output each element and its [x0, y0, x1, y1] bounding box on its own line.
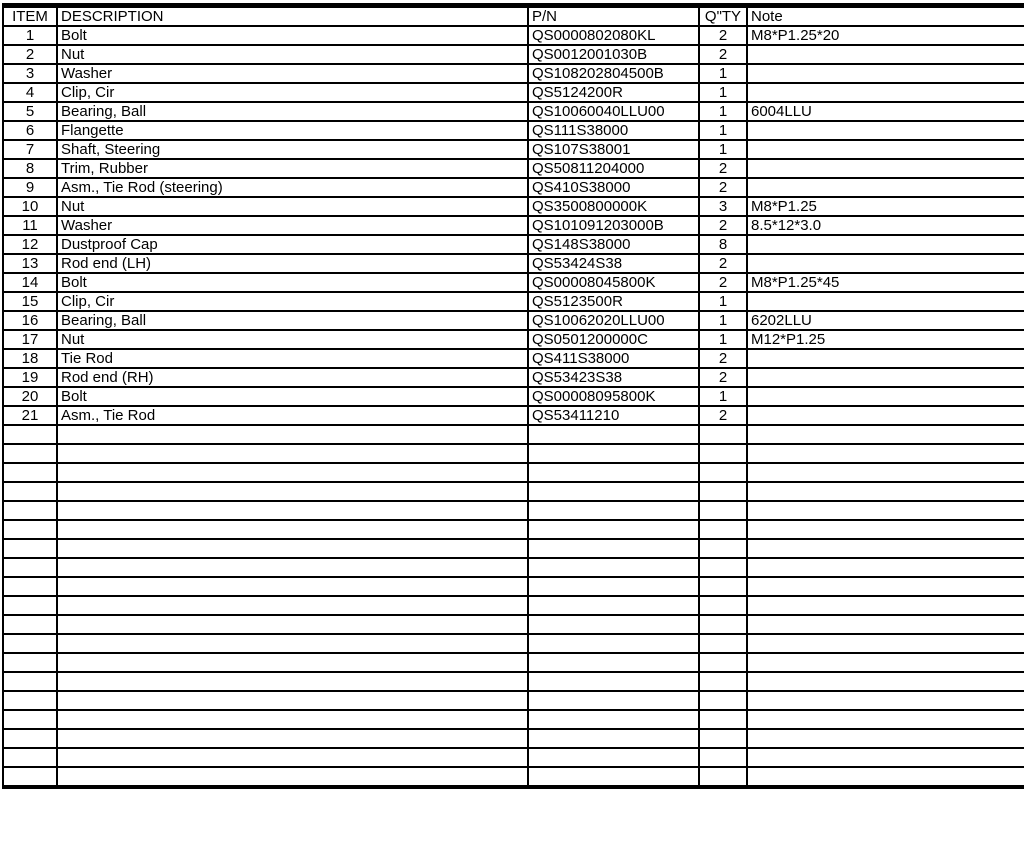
empty-cell-qty: [699, 691, 747, 710]
cell-desc: Nut: [57, 330, 528, 349]
empty-cell-item: [3, 767, 57, 787]
empty-table-row: [3, 691, 1024, 710]
cell-note: M8*P1.25*45: [747, 273, 1024, 292]
table-row: [3, 83, 1024, 102]
empty-cell-pn: [528, 501, 699, 520]
empty-cell-pn: [528, 710, 699, 729]
cell-qty: 3: [699, 197, 747, 216]
table-row: [3, 121, 1024, 140]
empty-cell-desc: [57, 653, 528, 672]
table-row: [3, 178, 1024, 197]
table-row: [3, 102, 1024, 121]
cell-item: 3: [3, 64, 57, 83]
empty-table-row: [3, 672, 1024, 691]
empty-cell-qty: [699, 482, 747, 501]
parts-table: [2, 3, 1024, 789]
table-row: [3, 26, 1024, 45]
empty-cell-pn: [528, 748, 699, 767]
cell-desc: Asm., Tie Rod (steering): [57, 178, 528, 197]
empty-cell-qty: [699, 444, 747, 463]
cell-note: [747, 64, 1024, 83]
table-row: [3, 216, 1024, 235]
column-header-qty: Q"TY: [699, 6, 747, 27]
cell-qty: 1: [699, 330, 747, 349]
empty-cell-item: [3, 653, 57, 672]
cell-item: 9: [3, 178, 57, 197]
empty-cell-desc: [57, 634, 528, 653]
cell-qty: 1: [699, 83, 747, 102]
empty-table-row: [3, 729, 1024, 748]
cell-note: M8*P1.25*20: [747, 26, 1024, 45]
table-row: [3, 45, 1024, 64]
empty-cell-desc: [57, 767, 528, 787]
empty-cell-note: [747, 482, 1024, 501]
empty-table-row: [3, 615, 1024, 634]
empty-cell-desc: [57, 558, 528, 577]
empty-cell-desc: [57, 539, 528, 558]
cell-desc: Trim, Rubber: [57, 159, 528, 178]
empty-table-row: [3, 710, 1024, 729]
empty-cell-desc: [57, 520, 528, 539]
empty-cell-note: [747, 577, 1024, 596]
empty-cell-item: [3, 558, 57, 577]
empty-table-row: [3, 577, 1024, 596]
cell-pn: QS5124200R: [528, 83, 699, 102]
table-row: [3, 235, 1024, 254]
cell-pn: QS148S38000: [528, 235, 699, 254]
cell-item: 4: [3, 83, 57, 102]
cell-item: 16: [3, 311, 57, 330]
empty-cell-item: [3, 425, 57, 444]
empty-cell-note: [747, 729, 1024, 748]
cell-note: M12*P1.25: [747, 330, 1024, 349]
cell-note: [747, 368, 1024, 387]
empty-table-row: [3, 425, 1024, 444]
cell-note: M8*P1.25: [747, 197, 1024, 216]
cell-note: [747, 406, 1024, 425]
table-row: [3, 254, 1024, 273]
empty-cell-pn: [528, 653, 699, 672]
cell-item: 8: [3, 159, 57, 178]
cell-note: [747, 178, 1024, 197]
empty-table-row: [3, 482, 1024, 501]
empty-cell-item: [3, 672, 57, 691]
column-header-note: Note: [747, 6, 1024, 27]
cell-pn: QS101091203000B: [528, 216, 699, 235]
cell-pn: QS53411210: [528, 406, 699, 425]
table-row: [3, 292, 1024, 311]
empty-cell-item: [3, 596, 57, 615]
cell-pn: QS50811204000: [528, 159, 699, 178]
empty-cell-pn: [528, 444, 699, 463]
cell-qty: 1: [699, 64, 747, 83]
cell-qty: 2: [699, 254, 747, 273]
empty-cell-desc: [57, 748, 528, 767]
cell-desc: Tie Rod: [57, 349, 528, 368]
cell-qty: 1: [699, 387, 747, 406]
table-row: [3, 197, 1024, 216]
cell-item: 2: [3, 45, 57, 64]
empty-cell-item: [3, 710, 57, 729]
cell-desc: Washer: [57, 216, 528, 235]
cell-qty: 2: [699, 349, 747, 368]
cell-desc: Rod end (LH): [57, 254, 528, 273]
empty-cell-note: [747, 615, 1024, 634]
cell-qty: 2: [699, 273, 747, 292]
empty-cell-qty: [699, 425, 747, 444]
empty-table-row: [3, 539, 1024, 558]
empty-cell-pn: [528, 615, 699, 634]
empty-cell-qty: [699, 748, 747, 767]
cell-item: 12: [3, 235, 57, 254]
empty-cell-note: [747, 748, 1024, 767]
table-row: [3, 159, 1024, 178]
cell-qty: 1: [699, 102, 747, 121]
cell-item: 10: [3, 197, 57, 216]
empty-cell-desc: [57, 577, 528, 596]
empty-cell-item: [3, 748, 57, 767]
cell-pn: QS10062020LLU00: [528, 311, 699, 330]
table-header-row: [3, 6, 1024, 27]
empty-cell-qty: [699, 501, 747, 520]
cell-note: [747, 387, 1024, 406]
cell-desc: Bearing, Ball: [57, 102, 528, 121]
cell-desc: Bolt: [57, 387, 528, 406]
cell-note: [747, 292, 1024, 311]
column-header-pn: P/N: [528, 6, 699, 27]
empty-cell-note: [747, 596, 1024, 615]
empty-cell-note: [747, 710, 1024, 729]
empty-cell-pn: [528, 482, 699, 501]
empty-table-row: [3, 767, 1024, 787]
cell-desc: Bearing, Ball: [57, 311, 528, 330]
cell-qty: 2: [699, 178, 747, 197]
cell-qty: 2: [699, 26, 747, 45]
empty-cell-note: [747, 634, 1024, 653]
cell-pn: QS53424S38: [528, 254, 699, 273]
cell-desc: Asm., Tie Rod: [57, 406, 528, 425]
empty-cell-desc: [57, 615, 528, 634]
empty-cell-qty: [699, 653, 747, 672]
cell-desc: Nut: [57, 197, 528, 216]
empty-cell-qty: [699, 767, 747, 787]
cell-qty: 8: [699, 235, 747, 254]
empty-cell-desc: [57, 425, 528, 444]
empty-cell-note: [747, 444, 1024, 463]
cell-item: 6: [3, 121, 57, 140]
empty-table-row: [3, 634, 1024, 653]
cell-desc: Clip, Cir: [57, 83, 528, 102]
cell-qty: 1: [699, 121, 747, 140]
empty-cell-desc: [57, 710, 528, 729]
empty-cell-pn: [528, 577, 699, 596]
table-row: [3, 140, 1024, 159]
cell-desc: Washer: [57, 64, 528, 83]
cell-note: [747, 45, 1024, 64]
empty-cell-pn: [528, 425, 699, 444]
cell-item: 7: [3, 140, 57, 159]
empty-table-row: [3, 520, 1024, 539]
empty-cell-note: [747, 425, 1024, 444]
empty-table-row: [3, 653, 1024, 672]
cell-item: 20: [3, 387, 57, 406]
cell-note: [747, 349, 1024, 368]
empty-cell-item: [3, 501, 57, 520]
empty-cell-pn: [528, 520, 699, 539]
cell-qty: 2: [699, 368, 747, 387]
empty-cell-qty: [699, 539, 747, 558]
cell-note: [747, 140, 1024, 159]
empty-cell-qty: [699, 672, 747, 691]
empty-table-row: [3, 748, 1024, 767]
cell-qty: 1: [699, 311, 747, 330]
cell-item: 5: [3, 102, 57, 121]
cell-item: 1: [3, 26, 57, 45]
column-header-desc: DESCRIPTION: [57, 6, 528, 27]
empty-cell-item: [3, 729, 57, 748]
empty-cell-pn: [528, 539, 699, 558]
cell-qty: 2: [699, 159, 747, 178]
cell-pn: QS111S38000: [528, 121, 699, 140]
cell-qty: 1: [699, 292, 747, 311]
empty-cell-desc: [57, 672, 528, 691]
cell-desc: Nut: [57, 45, 528, 64]
cell-item: 21: [3, 406, 57, 425]
cell-item: 11: [3, 216, 57, 235]
cell-item: 19: [3, 368, 57, 387]
column-header-item: ITEM: [3, 6, 57, 27]
cell-pn: QS410S38000: [528, 178, 699, 197]
empty-cell-pn: [528, 634, 699, 653]
empty-cell-note: [747, 672, 1024, 691]
cell-item: 18: [3, 349, 57, 368]
cell-item: 13: [3, 254, 57, 273]
cell-pn: QS107S38001: [528, 140, 699, 159]
cell-item: 14: [3, 273, 57, 292]
empty-cell-pn: [528, 767, 699, 787]
empty-cell-note: [747, 520, 1024, 539]
empty-cell-qty: [699, 615, 747, 634]
cell-qty: 1: [699, 140, 747, 159]
cell-note: [747, 121, 1024, 140]
empty-cell-qty: [699, 710, 747, 729]
empty-cell-item: [3, 634, 57, 653]
empty-cell-qty: [699, 634, 747, 653]
empty-cell-item: [3, 577, 57, 596]
cell-desc: Dustproof Cap: [57, 235, 528, 254]
cell-pn: QS53423S38: [528, 368, 699, 387]
table-row: [3, 349, 1024, 368]
empty-cell-note: [747, 463, 1024, 482]
cell-note: 6004LLU: [747, 102, 1024, 121]
cell-pn: QS00008095800K: [528, 387, 699, 406]
cell-note: 6202LLU: [747, 311, 1024, 330]
empty-cell-item: [3, 615, 57, 634]
empty-cell-pn: [528, 672, 699, 691]
empty-cell-pn: [528, 558, 699, 577]
empty-cell-desc: [57, 463, 528, 482]
empty-cell-note: [747, 653, 1024, 672]
cell-pn: QS3500800000K: [528, 197, 699, 216]
empty-cell-desc: [57, 501, 528, 520]
empty-cell-desc: [57, 444, 528, 463]
empty-cell-note: [747, 558, 1024, 577]
empty-cell-note: [747, 539, 1024, 558]
empty-cell-item: [3, 444, 57, 463]
empty-cell-item: [3, 691, 57, 710]
empty-table-row: [3, 596, 1024, 615]
empty-table-row: [3, 463, 1024, 482]
empty-cell-desc: [57, 596, 528, 615]
table-row: [3, 311, 1024, 330]
empty-cell-pn: [528, 596, 699, 615]
empty-cell-item: [3, 539, 57, 558]
empty-cell-note: [747, 691, 1024, 710]
table-row: [3, 273, 1024, 292]
cell-note: [747, 83, 1024, 102]
cell-pn: QS5123500R: [528, 292, 699, 311]
empty-cell-qty: [699, 558, 747, 577]
cell-pn: QS108202804500B: [528, 64, 699, 83]
empty-table-row: [3, 444, 1024, 463]
empty-cell-desc: [57, 482, 528, 501]
empty-cell-pn: [528, 691, 699, 710]
table-row: [3, 406, 1024, 425]
table-row: [3, 387, 1024, 406]
cell-pn: QS10060040LLU00: [528, 102, 699, 121]
table-row: [3, 330, 1024, 349]
cell-desc: Bolt: [57, 26, 528, 45]
empty-cell-qty: [699, 577, 747, 596]
cell-qty: 2: [699, 45, 747, 64]
empty-cell-qty: [699, 596, 747, 615]
empty-cell-desc: [57, 729, 528, 748]
cell-pn: QS411S38000: [528, 349, 699, 368]
cell-note: [747, 159, 1024, 178]
empty-cell-qty: [699, 520, 747, 539]
cell-pn: QS00008045800K: [528, 273, 699, 292]
table-row: [3, 368, 1024, 387]
empty-cell-pn: [528, 729, 699, 748]
empty-cell-item: [3, 520, 57, 539]
cell-desc: Shaft, Steering: [57, 140, 528, 159]
empty-table-row: [3, 501, 1024, 520]
cell-item: 15: [3, 292, 57, 311]
cell-qty: 2: [699, 406, 747, 425]
cell-pn: QS0012001030B: [528, 45, 699, 64]
empty-cell-qty: [699, 463, 747, 482]
empty-cell-item: [3, 463, 57, 482]
empty-cell-qty: [699, 729, 747, 748]
table-row: [3, 64, 1024, 83]
cell-desc: Bolt: [57, 273, 528, 292]
empty-cell-note: [747, 501, 1024, 520]
cell-qty: 2: [699, 216, 747, 235]
empty-table-row: [3, 558, 1024, 577]
cell-desc: Clip, Cir: [57, 292, 528, 311]
cell-pn: QS0000802080KL: [528, 26, 699, 45]
cell-note: [747, 235, 1024, 254]
cell-pn: QS0501200000C: [528, 330, 699, 349]
cell-desc: Flangette: [57, 121, 528, 140]
empty-cell-pn: [528, 463, 699, 482]
empty-cell-item: [3, 482, 57, 501]
cell-item: 17: [3, 330, 57, 349]
empty-cell-note: [747, 767, 1024, 787]
cell-note: 8.5*12*3.0: [747, 216, 1024, 235]
empty-cell-desc: [57, 691, 528, 710]
cell-note: [747, 254, 1024, 273]
cell-desc: Rod end (RH): [57, 368, 528, 387]
